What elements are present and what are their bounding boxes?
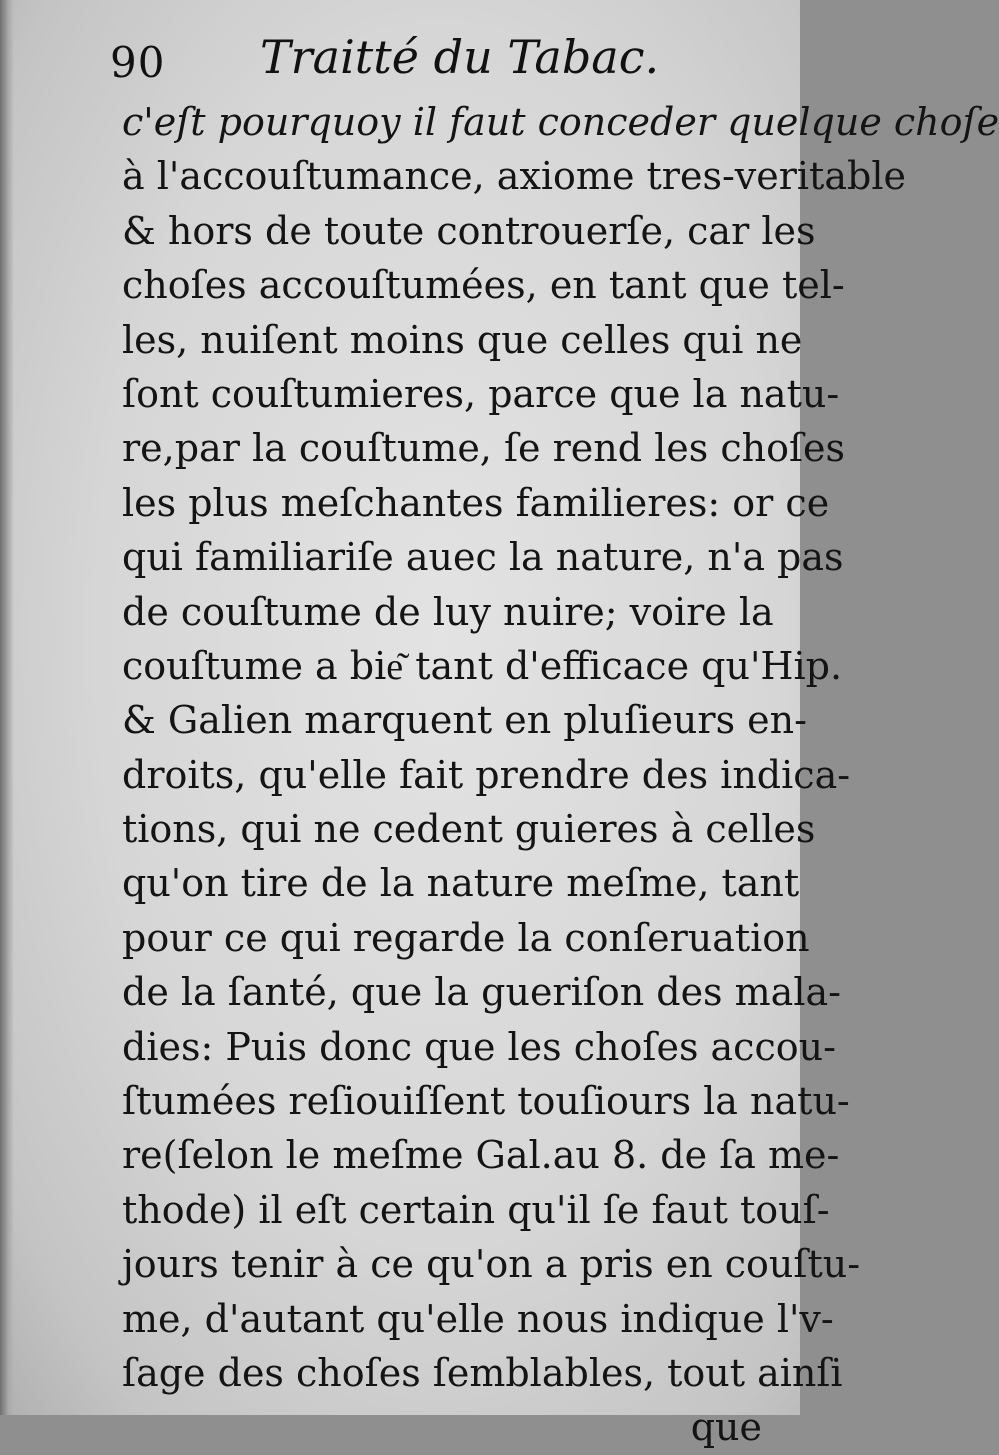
running-title: Traitté du Tabac.	[260, 30, 660, 84]
text-line: c'eſt pourquoy il faut conceder quelque choſe	[122, 100, 999, 144]
text-line: les, nuiſent moins que celles qui ne	[122, 317, 803, 362]
text-line: & Galien marquent en pluſieurs en-	[122, 698, 807, 743]
text-line: ſtumées reſiouiſſent touſiours la natu-	[122, 1079, 850, 1124]
text-line: dies: Puis donc que les choſes accou-	[122, 1024, 836, 1069]
text-line: à l'accouſtumance, axiome tres-veritable	[122, 154, 906, 199]
catchword: que	[690, 1405, 762, 1450]
page-header	[110, 22, 770, 92]
text-line: tions, qui ne cedent guieres à celles	[122, 807, 816, 852]
text-line: choſes accouſtumées, en tant que tel-	[122, 263, 845, 308]
text-line: qu'on tire de la nature meſme, tant	[122, 861, 800, 906]
text-line: re(ſelon le meſme Gal.au 8. de ſa me-	[122, 1133, 840, 1178]
text-line: me, d'autant qu'elle nous indique l'v-	[122, 1296, 834, 1341]
text-line: droits, qu'elle fait prendre des indica-	[122, 752, 851, 797]
text-line: de la ſanté, que la gueriſon des mala-	[122, 970, 841, 1015]
text-line: qui familiariſe auec la nature, n'a pas	[122, 535, 844, 580]
body-text	[122, 95, 999, 1455]
text-line: ſage des choſes ſemblables, tout ainſi	[122, 1350, 843, 1395]
text-line: re,par la couſtume, ſe rend les choſes	[122, 426, 846, 471]
text-line: les plus meſchantes familieres: or ce	[122, 480, 830, 525]
page-number: 90	[110, 38, 166, 87]
text-line: ſont couſtumieres, parce que la natu-	[122, 371, 840, 416]
text-line: thode) il eſt certain qu'il ſe faut touſ-	[122, 1187, 830, 1232]
text-line: jours tenir à ce qu'on a pris en couſtu-	[122, 1242, 861, 1287]
text-line: pour ce qui regarde la conſeruation	[122, 915, 810, 960]
text-line: & hors de toute controuerſe, car les	[122, 208, 816, 253]
text-line: de couſtume de luy nuire; voire la	[122, 589, 774, 634]
text-line: couſtume a bie͂ tant d'efficace qu'Hip.	[122, 643, 843, 688]
